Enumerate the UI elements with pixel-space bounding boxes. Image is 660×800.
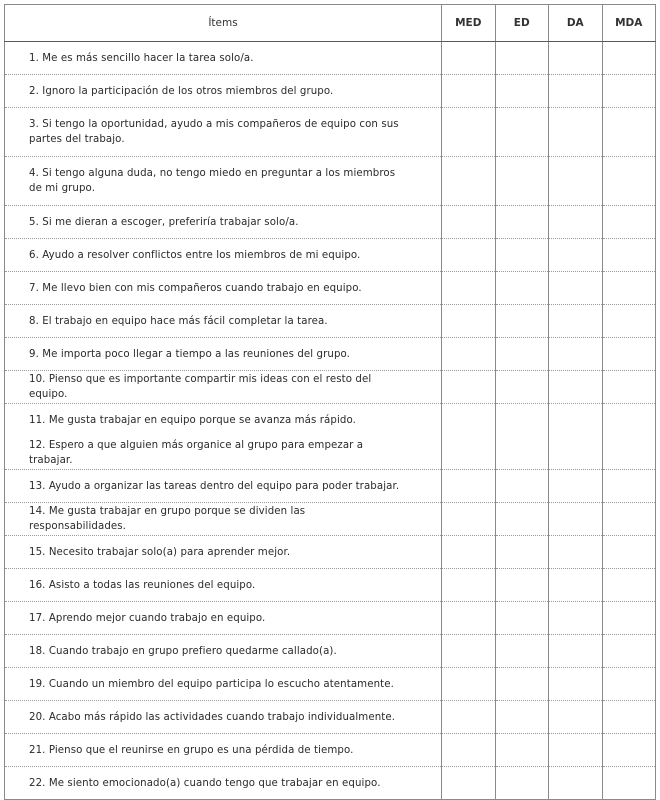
med-answer-cell[interactable] (442, 157, 496, 206)
item-statement: 13. Ayudo a organizar las tareas dentro del equipo para poder trabajar. (5, 470, 442, 503)
ed-answer-cell[interactable] (495, 668, 549, 701)
table-row (5, 239, 656, 272)
da-answer-cell[interactable] (549, 701, 603, 734)
mda-answer-cell[interactable] (602, 157, 656, 206)
item-statement: 5. Si me dieran a escoger, preferiría trabajar solo/a. (5, 206, 442, 239)
mda-answer-cell[interactable] (602, 470, 656, 503)
mda-column-header: MDA (602, 5, 656, 42)
mda-answer-cell[interactable] (602, 404, 656, 437)
ed-column-header: ED (495, 5, 549, 42)
table-row (5, 404, 656, 437)
table-row (5, 536, 656, 569)
mda-answer-cell[interactable] (602, 569, 656, 602)
table-row (5, 668, 656, 701)
item-statement: 20. Acabo más rápido las actividades cuando trabajo individualmente. (5, 701, 442, 734)
ed-answer-cell[interactable] (495, 536, 549, 569)
med-answer-cell[interactable] (442, 75, 496, 108)
table-row (5, 371, 656, 404)
item-statement: 1. Me es más sencillo hacer la tarea solo/a. (5, 42, 442, 75)
med-answer-cell[interactable] (442, 108, 496, 157)
mda-answer-cell[interactable] (602, 437, 656, 470)
table-row (5, 305, 656, 338)
mda-answer-cell[interactable] (602, 668, 656, 701)
table-row (5, 767, 656, 800)
mda-answer-cell[interactable] (602, 108, 656, 157)
mda-answer-cell[interactable] (602, 635, 656, 668)
mda-answer-cell[interactable] (602, 42, 656, 75)
ed-answer-cell[interactable] (495, 338, 549, 371)
da-answer-cell[interactable] (549, 206, 603, 239)
table-row (5, 338, 656, 371)
table-row (5, 635, 656, 668)
item-statement: 14. Me gusta trabajar en grupo porque se dividen las responsabilidades. (5, 503, 442, 536)
med-answer-cell[interactable] (442, 602, 496, 635)
med-answer-cell[interactable] (442, 503, 496, 536)
ed-answer-cell[interactable] (495, 437, 549, 470)
med-answer-cell[interactable] (442, 536, 496, 569)
item-statement: 17. Aprendo mejor cuando trabajo en equipo. (5, 602, 442, 635)
item-statement: 8. El trabajo en equipo hace más fácil completar la tarea. (5, 305, 442, 338)
table-row (5, 206, 656, 239)
med-column-header: MED (442, 5, 496, 42)
ed-answer-cell[interactable] (495, 602, 549, 635)
ed-answer-cell[interactable] (495, 75, 549, 108)
ed-answer-cell[interactable] (495, 470, 549, 503)
item-statement: 2. Ignoro la participación de los otros miembros del grupo. (5, 75, 442, 108)
mda-answer-cell[interactable] (602, 701, 656, 734)
med-answer-cell[interactable] (442, 701, 496, 734)
med-answer-cell[interactable] (442, 767, 496, 800)
table-row (5, 108, 656, 157)
survey-table (4, 4, 656, 800)
mda-answer-cell[interactable] (602, 536, 656, 569)
da-answer-cell[interactable] (549, 75, 603, 108)
mda-answer-cell[interactable] (602, 239, 656, 272)
ed-answer-cell[interactable] (495, 157, 549, 206)
item-statement: 18. Cuando trabajo en grupo prefiero quedarme callado(a). (5, 635, 442, 668)
da-answer-cell[interactable] (549, 108, 603, 157)
items-column-header: Ítems (5, 5, 442, 42)
table-row (5, 602, 656, 635)
item-statement: 11. Me gusta trabajar en equipo porque se avanza más rápido. (5, 404, 442, 437)
ed-answer-cell[interactable] (495, 503, 549, 536)
da-answer-cell[interactable] (549, 767, 603, 800)
da-column-header: DA (549, 5, 603, 42)
ed-answer-cell[interactable] (495, 305, 549, 338)
mda-answer-cell[interactable] (602, 305, 656, 338)
item-statement: 19. Cuando un miembro del equipo participa lo escucho atentamente. (5, 668, 442, 701)
ed-answer-cell[interactable] (495, 108, 549, 157)
table-row (5, 569, 656, 602)
med-answer-cell[interactable] (442, 42, 496, 75)
table-row (5, 503, 656, 536)
med-answer-cell[interactable] (442, 470, 496, 503)
mda-answer-cell[interactable] (602, 206, 656, 239)
ed-answer-cell[interactable] (495, 569, 549, 602)
da-answer-cell[interactable] (549, 239, 603, 272)
mda-answer-cell[interactable] (602, 338, 656, 371)
table-row (5, 75, 656, 108)
da-answer-cell[interactable] (549, 470, 603, 503)
da-answer-cell[interactable] (549, 734, 603, 767)
ed-answer-cell[interactable] (495, 272, 549, 305)
ed-answer-cell[interactable] (495, 767, 549, 800)
header-row (5, 5, 656, 42)
item-statement: 12. Espero a que alguien más organice al grupo para empezar a trabajar. (5, 437, 442, 470)
ed-answer-cell[interactable] (495, 635, 549, 668)
med-answer-cell[interactable] (442, 668, 496, 701)
mda-answer-cell[interactable] (602, 371, 656, 404)
ed-answer-cell[interactable] (495, 734, 549, 767)
mda-answer-cell[interactable] (602, 734, 656, 767)
mda-answer-cell[interactable] (602, 75, 656, 108)
ed-answer-cell[interactable] (495, 371, 549, 404)
da-answer-cell[interactable] (549, 668, 603, 701)
da-answer-cell[interactable] (549, 272, 603, 305)
da-answer-cell[interactable] (549, 404, 603, 437)
table-row (5, 437, 656, 470)
item-statement: 4. Si tengo alguna duda, no tengo miedo en preguntar a los miembros de mi grupo. (5, 157, 442, 206)
item-statement: 22. Me siento emocionado(a) cuando tengo que trabajar en equipo. (5, 767, 442, 800)
ed-answer-cell[interactable] (495, 239, 549, 272)
table-body (5, 42, 656, 800)
da-answer-cell[interactable] (549, 371, 603, 404)
da-answer-cell[interactable] (549, 305, 603, 338)
table-row (5, 272, 656, 305)
table-row (5, 157, 656, 206)
mda-answer-cell[interactable] (602, 602, 656, 635)
med-answer-cell[interactable] (442, 437, 496, 470)
table-row (5, 701, 656, 734)
item-statement: 10. Pienso que es importante compartir mis ideas con el resto del equipo. (5, 371, 442, 404)
ed-answer-cell[interactable] (495, 206, 549, 239)
med-answer-cell[interactable] (442, 338, 496, 371)
item-statement: 6. Ayudo a resolver conflictos entre los miembros de mi equipo. (5, 239, 442, 272)
table-row (5, 734, 656, 767)
item-statement: 16. Asisto a todas las reuniones del equipo. (5, 569, 442, 602)
da-answer-cell[interactable] (549, 338, 603, 371)
ed-answer-cell[interactable] (495, 404, 549, 437)
item-statement: 21. Pienso que el reunirse en grupo es una pérdida de tiempo. (5, 734, 442, 767)
med-answer-cell[interactable] (442, 734, 496, 767)
mda-answer-cell[interactable] (602, 767, 656, 800)
item-statement: 3. Si tengo la oportunidad, ayudo a mis compañeros de equipo con sus partes del trabajo. (5, 108, 442, 157)
med-answer-cell[interactable] (442, 305, 496, 338)
med-answer-cell[interactable] (442, 569, 496, 602)
da-answer-cell[interactable] (549, 602, 603, 635)
da-answer-cell[interactable] (549, 536, 603, 569)
item-statement: 15. Necesito trabajar solo(a) para aprender mejor. (5, 536, 442, 569)
med-answer-cell[interactable] (442, 272, 496, 305)
da-answer-cell[interactable] (549, 503, 603, 536)
mda-answer-cell[interactable] (602, 503, 656, 536)
da-answer-cell[interactable] (549, 42, 603, 75)
ed-answer-cell[interactable] (495, 42, 549, 75)
item-statement: 9. Me importa poco llegar a tiempo a las reuniones del grupo. (5, 338, 442, 371)
med-answer-cell[interactable] (442, 206, 496, 239)
med-answer-cell[interactable] (442, 404, 496, 437)
item-statement: 7. Me llevo bien con mis compañeros cuando trabajo en equipo. (5, 272, 442, 305)
da-answer-cell[interactable] (549, 569, 603, 602)
da-answer-cell[interactable] (549, 437, 603, 470)
table-row (5, 42, 656, 75)
med-answer-cell[interactable] (442, 635, 496, 668)
med-answer-cell[interactable] (442, 371, 496, 404)
table-row (5, 470, 656, 503)
da-answer-cell[interactable] (549, 157, 603, 206)
mda-answer-cell[interactable] (602, 272, 656, 305)
med-answer-cell[interactable] (442, 239, 496, 272)
ed-answer-cell[interactable] (495, 701, 549, 734)
da-answer-cell[interactable] (549, 635, 603, 668)
